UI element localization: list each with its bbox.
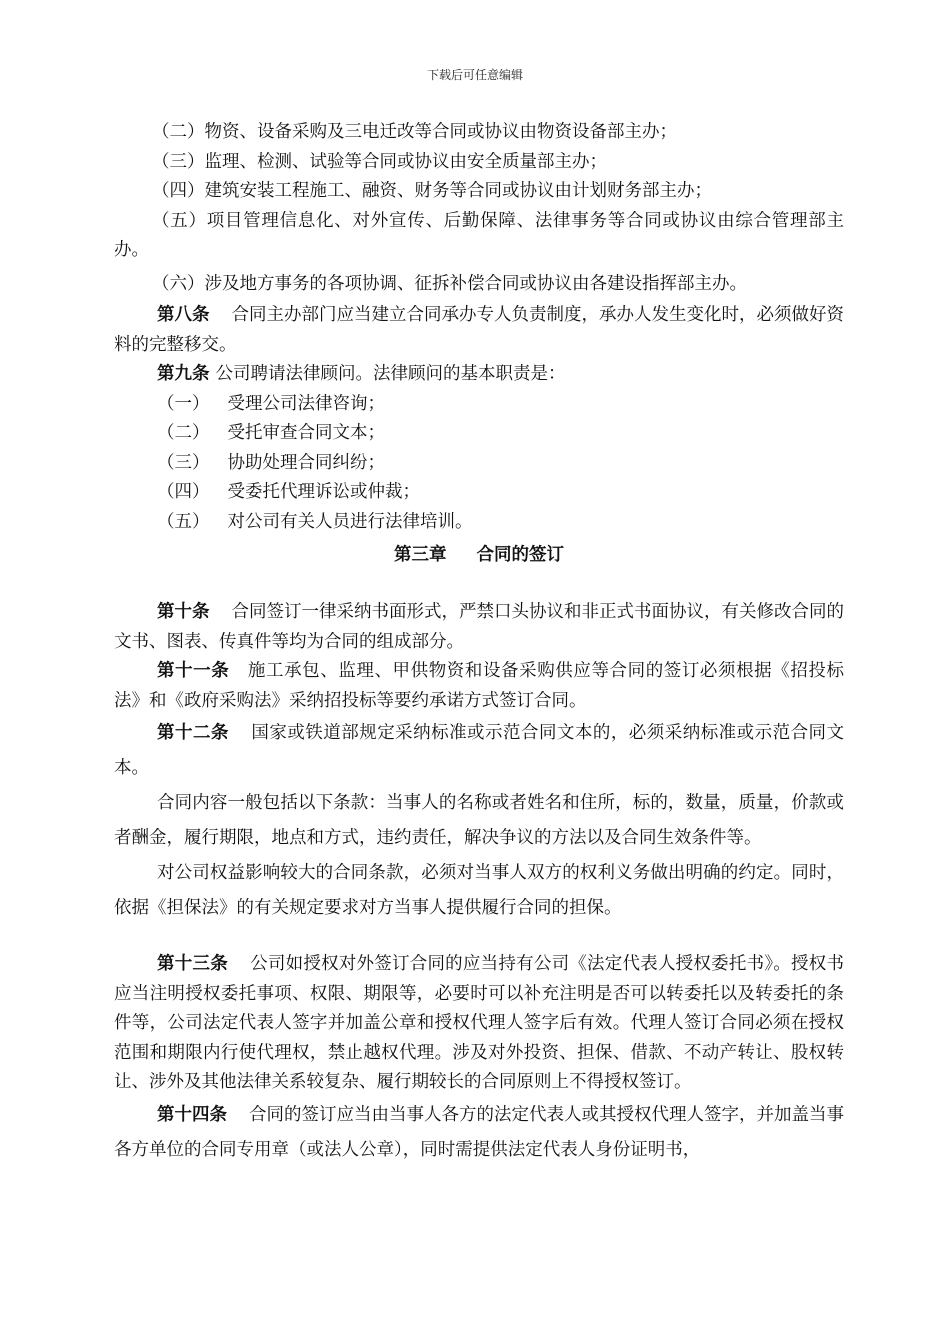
- article-text: 合同主办部门应当建立合同承办专人负责制度，承办人发生变化时，必须做好资料的完整移交。: [114, 305, 844, 355]
- duty-text: 受委托代理诉讼或仲裁；: [227, 482, 420, 502]
- article-11: [114, 657, 844, 716]
- article-label: 第九条: [157, 364, 210, 384]
- duty-item: [114, 419, 844, 449]
- list-item: （四）建筑安装工程施工、融资、财务等合同或协议由计划财务部主办；: [152, 181, 712, 201]
- duty-item: [114, 508, 844, 538]
- article-text: 公司如授权对外签订合同的应当持有公司《法定代表人授权委托书》。授权书应当注明授权委托事项、权限、期限等，必要时可以补充注明是否可以转委托以及转委托的条件等，公司法定代表人签字并加盖公章和授权代理人签字后有效。代理人签订合同必须在授权范围和期限内行使代理权，禁止越权代理。涉及对外投资、担保、借款、不动产转让、股权转让、涉外及其他法律关系较复杂、履行期较长的合同原则上不得授权签订。: [114, 954, 844, 1092]
- duty-number: （五）: [157, 511, 210, 532]
- chapter-heading: [114, 540, 844, 570]
- duty-number: （一）: [157, 393, 210, 414]
- paragraph-rights-obligations: 对公司权益影响较大的合同条款，必须对当事人双方的权利义务做出明确的约定。同时，依据《担保法》的有关规定要求对方当事人提供履行合同的担保。: [114, 863, 844, 918]
- article-12: [114, 716, 844, 786]
- article-label: 第十二条: [157, 723, 229, 743]
- duty-text: 协助处理合同纠纷；: [227, 452, 385, 473]
- article-10: [114, 598, 844, 657]
- article-text: 公司聘请法律顾问。法律顾问的基本职责是：: [215, 364, 566, 384]
- duty-text: 对公司有关人员进行法律培训。: [227, 511, 473, 532]
- article-label: 第十三条: [157, 954, 228, 974]
- list-item: （三）监理、检测、试验等合同或协议由安全质量部主办；: [152, 151, 607, 172]
- article-text: 合同签订一律采纳书面形式，严禁口头协议和非正式书面协议，有关修改合同的文书、图表、传真件等均为合同的组成部分。: [114, 602, 844, 652]
- paragraph-contract-content: 合同内容一般包括以下条款：当事人的名称或者姓名和住所，标的，数量，质量，价款或者酬金，履行期限，地点和方式，违约责任，解决争议的方法以及合同生效条件等。: [114, 793, 844, 848]
- article-13: [114, 950, 844, 1098]
- document-body: [114, 118, 844, 1168]
- article-text: 施工承包、监理、甲供物资和设备采购供应等合同的签订必须根据《招投标法》和《政府采购法》采纳招投标等要约承诺方式签订合同。: [114, 661, 845, 711]
- duty-text: 受理公司法律咨询；: [227, 393, 385, 414]
- article-14: [114, 1098, 844, 1168]
- page-header-note: 下载后可任意编辑: [426, 68, 523, 82]
- blank-line: [114, 926, 844, 950]
- duty-text: 受托审查合同文本；: [227, 423, 385, 443]
- duty-item: [114, 390, 844, 420]
- duty-item: [114, 449, 844, 479]
- list-item: （六）涉及地方事务的各项协调、征拆补偿合同或协议由各建设指挥部主办。: [152, 273, 747, 294]
- chapter-title: 合同的签订: [476, 545, 564, 565]
- article-9: [114, 360, 844, 390]
- article-label: 第十条: [157, 602, 210, 622]
- article-label: 第十四条: [157, 1104, 227, 1125]
- article-text: 国家或铁道部规定采纳标准或示范合同文本的，必须采纳标准或示范合同文本。: [114, 723, 845, 778]
- article-text: 合同的签订应当由当事人各方的法定代表人或其授权代理人签字，并加盖当事各方单位的合同专用章（或法人公章），同时需提供法定代表人身份证明书，: [114, 1104, 844, 1160]
- duty-number: （四）: [157, 482, 210, 502]
- duty-number: （三）: [157, 452, 210, 473]
- article-label: 第十一条: [157, 661, 230, 681]
- chapter-number: 第三章: [394, 545, 447, 565]
- article-8: [114, 301, 844, 360]
- duty-item: [114, 478, 844, 508]
- list-item: （二）物资、设备采购及三电迁改等合同或协议由物资设备部主办；: [152, 122, 677, 142]
- article-label: 第八条: [157, 305, 210, 325]
- duty-number: （二）: [157, 423, 210, 443]
- list-item: （五）项目管理信息化、对外宣传、后勤保障、法律事务等合同或协议由综合管理部主办。: [114, 210, 844, 260]
